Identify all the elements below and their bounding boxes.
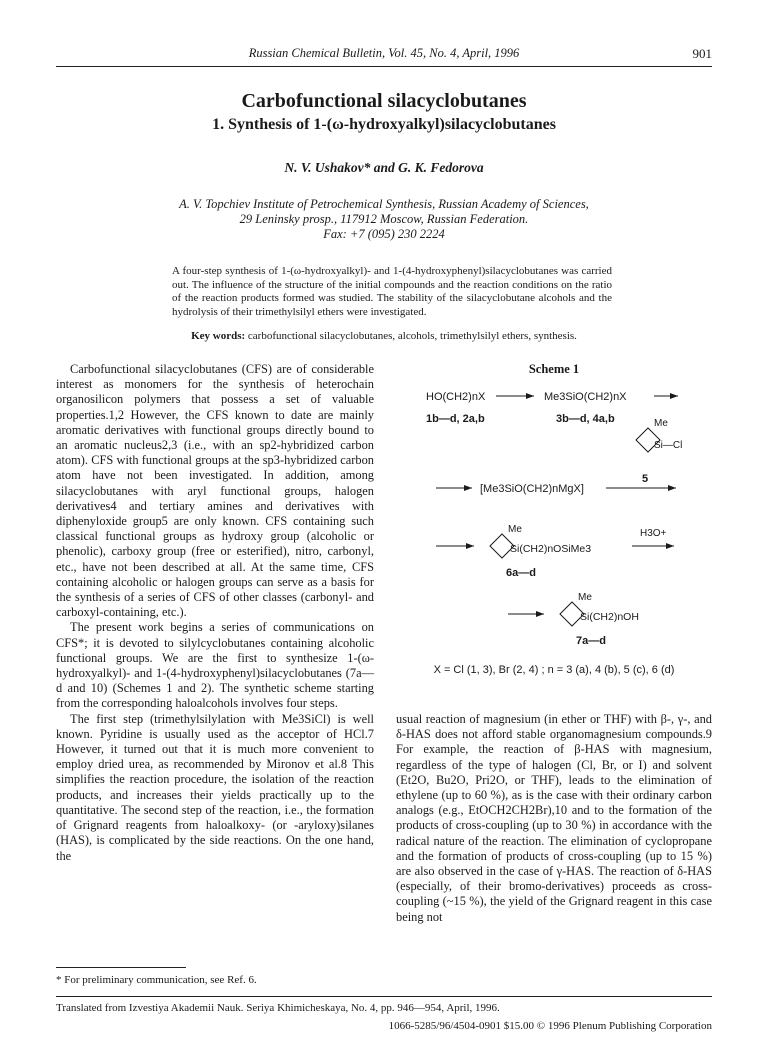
journal-header: Russian Chemical Bulletin, Vol. 45, No. 4, April, 1996 [248, 46, 520, 60]
scheme-product: Si(CH2)nOH [580, 611, 639, 623]
keywords [0, 330, 768, 342]
paragraph: Carbofunctional silacyclobutanes (CFS) are of considerable interest as monomers for the synthesis of heterochain organosilicon polymers that possess a set of valuable properties.1,2 However, the CFS known to date are mainly aromatic derivatives with functional groups directly bound to an aromatic nucleus2,3 (i.e., with an sp2-hybridized carbon atom). CFS with functional groups at the sp3-hybridized carbon atom have not been investigated. In addition, among silacyclobutanes with aryl functional groups, halogen derivatives4 and tertiary amines and derivatives with diphenyloxide group5 are only known. CFS containing such classical functional groups as hydroxy group (alcoholic or phenolic), carboxy group (free or esterified), nitro, carbonyl, etc., have not been described at all. At the same time, CFS containing alcoholic or halogen groups can serve as a basis for the synthesis of a series of CFS of other classes (carbonyl- and carboxyl-containing, etc.). [56, 362, 374, 620]
footnote: * For preliminary communication, see Ref. 6. [56, 974, 257, 986]
scheme-product: Si(CH2)nOSiMe3 [510, 543, 592, 555]
scheme-product: Me3SiO(CH2)nX [544, 391, 627, 403]
methyl-label: Me [508, 524, 522, 535]
paragraph: The first step (trimethylsilylation with Me3SiCl) is well known. Pyridine is usually used as the acceptor of HCl.7 However, it turned out that it is much more convenient to employ dried urea, as recommended by Mironov et al.8 This simplifies the reaction procedure, the isolation of the reaction products, and increases their yields practically up to the quantitative. The second step of the reaction, i.e., the formation of Grignard reagents from haloalkoxy- (or -aryloxy)silanes (HAS), is complicated by the side reactions. On the one hand, the [56, 711, 374, 863]
paper-title: Carbofunctional silacyclobutanes [241, 90, 527, 112]
hydrolysis-reagent: H3O+ [640, 528, 667, 539]
header-rule [56, 66, 712, 67]
translation-note: Translated from Izvestiya Akademii Nauk. Seriya Khimicheskaya, No. 4, pp. 946—954, April, 1996. [56, 1002, 500, 1014]
bottom-rule [56, 996, 712, 997]
right-column [396, 712, 712, 925]
scheme-diagram [396, 378, 712, 678]
left-column [56, 362, 374, 864]
affiliation-line: Fax: +7 (095) 230 2224 [323, 227, 445, 241]
affiliation-line: A. V. Topchiev Institute of Petrochemical Synthesis, Russian Academy of Sciences, [179, 197, 589, 211]
compound-label: 6a—d [506, 567, 536, 579]
keywords-text: carbofunctional silacyclobutanes, alcohols, trimethylsilyl ethers, synthesis. [247, 330, 577, 342]
methyl-label: Me [578, 592, 592, 603]
scheme-title: Scheme 1 [528, 362, 580, 376]
silicon-chloride-label: Si—Cl [654, 440, 683, 451]
keywords-label: Key words: [191, 330, 246, 342]
affiliation-line: 29 Leninsky prosp., 117912 Moscow, Russian Federation. [239, 212, 529, 226]
reagent-number: 5 [642, 473, 649, 485]
compound-label: 7a—d [576, 635, 606, 647]
footnote-rule [56, 967, 186, 968]
paper-subtitle: 1. Synthesis of 1-(ω-hydroxyalkyl)silacyclobutanes [212, 116, 556, 133]
abstract: A four-step synthesis of 1-(ω-hydroxyalkyl)- and 1-(4-hydroxyphenyl)silacyclobutanes was carried out. The influence of the structure of the initial compounds and the reaction conditions on the ratio of the reaction products formed was studied. The stability of the silacyclobutane alcohols and the hydrolysis of their trimethylsilyl ethers were investigated. [172, 265, 612, 318]
paragraph: The present work begins a series of communications on CFS*; it is devoted to silylcyclobutanes containing alcoholic functional groups. We are the first to synthesize 1-(ω-hydroxyalkyl)- and 1-(4-hydroxyphenyl)silacyclobutanes (7a—d and 10) (Schemes 1 and 2). The synthetic scheme starting from the corresponding haloalcohols involves four steps. [56, 620, 374, 711]
grignard-intermediate: [Me3SiO(CH2)nMgX] [480, 483, 584, 495]
authors: N. V. Ushakov* and G. K. Fedorova [284, 160, 484, 175]
compound-label: 3b—d, 4a,b [556, 413, 615, 425]
paragraph: usual reaction of magnesium (in ether or THF) with β-, γ-, and δ-HAS does not afford stable organomagnesium compounds.9 For example, the reaction of β-HAS with magnesium, regardless of the type of halogen (Cl, Br, or I) and solvent (Et2O, Bu2O, Pri2O, or THF), leads to the elimination of ethylene (up to 60 %), as is the case with their ordinary carbon analogs (e.g., EtOCH2CH2Br),10 and to the formation of the products of cross-coupling (up to 30 %) in accordance with the radical nature of the reaction. The elimination of cyclopropane and the formation of products of cross-coupling (up to 15 %) are also observed in the case of γ-HAS. The reaction of δ-HAS (especially, of their bromo-derivatives) proceeds as cross-coupling (~15 %), the yield of the Grignard reagent in this case being not [396, 712, 712, 924]
copyright-line: 1066-5285/96/4504-0901 $15.00 © 1996 Plenum Publishing Corporation [388, 1020, 712, 1032]
scheme-reactant: HO(CH2)nX [426, 391, 486, 403]
page-number: 901 [692, 46, 712, 61]
compound-label: 1b—d, 2a,b [426, 413, 485, 425]
methyl-label: Me [654, 418, 668, 429]
scheme-note: X = Cl (1, 3), Br (2, 4) ; n = 3 (a), 4 (b), 5 (c), 6 (d) [433, 664, 675, 676]
affiliation [0, 197, 768, 242]
